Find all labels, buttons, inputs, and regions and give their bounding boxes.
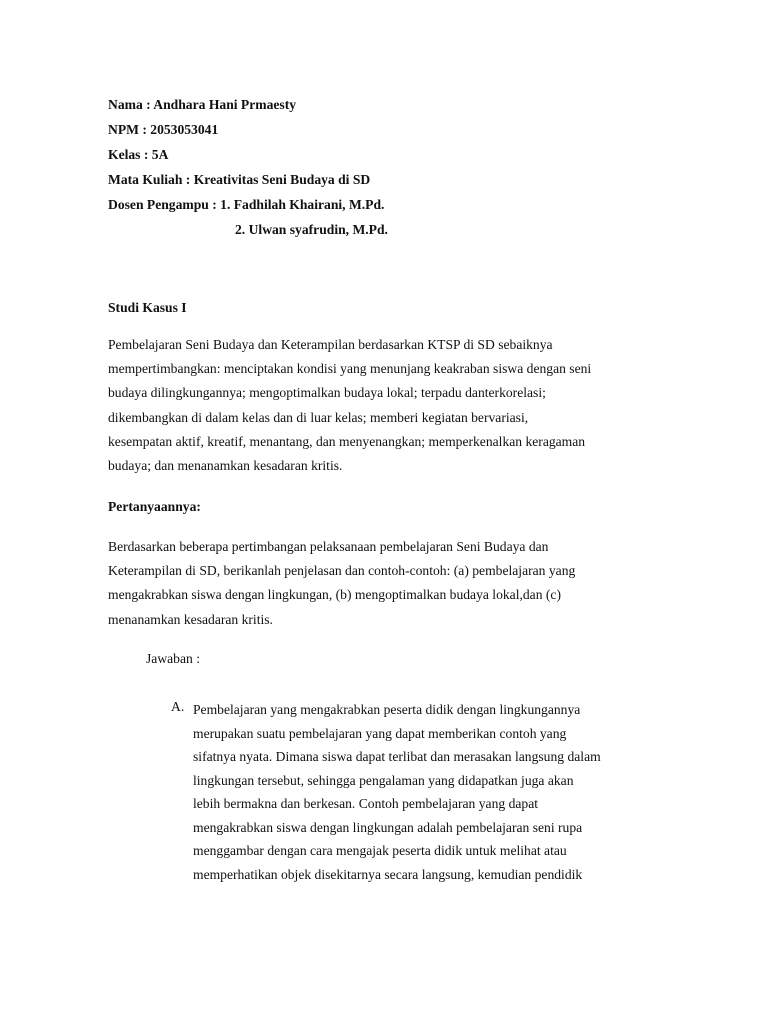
paragraph-line: Pembelajaran Seni Budaya dan Keterampilan berdasarkan KTSP di SD sebaiknya — [108, 337, 553, 352]
list-item-line: merupakan suatu pembelajaran yang dapat memberikan contoh yang — [193, 725, 567, 741]
paragraph-line: budaya; dan menanamkan kesadaran kritis. — [108, 458, 343, 474]
case-study-paragraph — [108, 333, 668, 478]
list-item-line: lebih bermakna dan berkesan. Contoh pembelajaran yang dapat — [193, 796, 539, 811]
answer-item-a — [193, 698, 673, 886]
list-item-line: Pembelajaran yang mengakrabkan peserta didik dengan lingkungannya — [193, 702, 581, 717]
student-npm: NPM : 2053053041 — [108, 122, 219, 137]
list-item-line: mengakrabkan siswa dengan lingkungan adalah pembelajaran seni rupa — [193, 819, 583, 835]
lecturer-1: Dosen Pengampu : 1. Fadhilah Khairani, M.Pd. — [108, 197, 385, 212]
answer-label: Jawaban : — [146, 651, 200, 666]
paragraph-line: dikembangkan di dalam kelas dan di luar kelas; memberi kegiatan bervariasi, — [108, 409, 529, 425]
list-item-line: lingkungan tersebut, sehingga pengalaman yang didapatkan juga akan — [193, 772, 574, 788]
paragraph-line: Berdasarkan beberapa pertimbangan pelaksanaan pembelajaran Seni Budaya dan — [108, 539, 549, 554]
paragraph-line: budaya dilingkungannya; mengoptimalkan budaya lokal; terpadu danterkorelasi; — [108, 385, 546, 401]
case-study-title: Studi Kasus I — [108, 300, 187, 315]
course-name: Mata Kuliah : Kreativitas Seni Budaya di SD — [108, 172, 371, 187]
list-item-line: memperhatikan objek disekitarnya secara langsung, kemudian pendidik — [193, 866, 583, 882]
list-marker-a: A. — [171, 699, 185, 714]
paragraph-line: mempertimbangkan: menciptakan kondisi yang menunjang keakraban siswa dengan seni — [108, 361, 592, 377]
paragraph-line: menanamkan kesadaran kritis. — [108, 611, 273, 627]
student-class: Kelas : 5A — [108, 147, 169, 162]
list-item-line: menggambar dengan cara mengajak peserta didik untuk melihat atau — [193, 843, 567, 858]
list-item-line: sifatnya nyata. Dimana siswa dapat terlibat dan merasakan langsung dalam — [193, 749, 601, 764]
paragraph-line: mengakrabkan siswa dengan lingkungan, (b) mengoptimalkan budaya lokal,dan (c) — [108, 587, 561, 603]
paragraph-line: Keterampilan di SD, berikanlah penjelasan dan contoh-contoh: (a) pembelajaran yang — [108, 563, 576, 579]
lecturer-2: 2. Ulwan syafrudin, M.Pd. — [235, 222, 388, 237]
question-paragraph — [108, 535, 668, 632]
student-name: Nama : Andhara Hani Prmaesty — [108, 97, 297, 112]
paragraph-line: kesempatan aktif, kreatif, menantang, dan menyenangkan; memperkenalkan keragaman — [108, 433, 586, 449]
question-title: Pertanyaannya: — [108, 499, 201, 514]
